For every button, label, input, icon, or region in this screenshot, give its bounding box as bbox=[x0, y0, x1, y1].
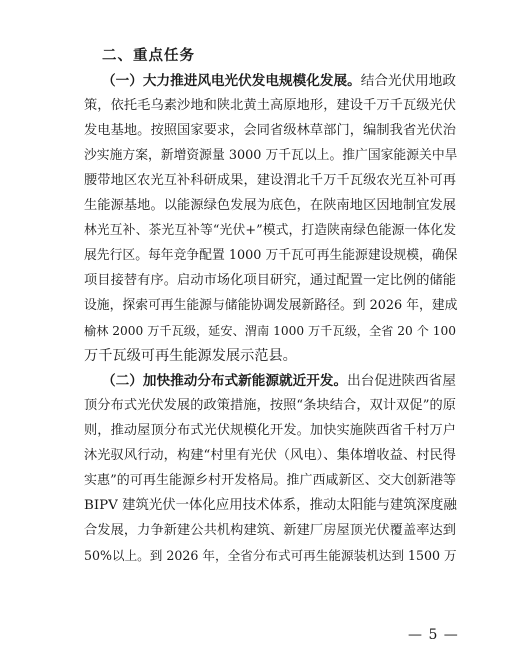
paragraph-1-line-5: 腰带地区农光互补科研成果，建设渭北千万千瓦级农光互补可再 bbox=[84, 173, 456, 188]
line-text: 出台促进陕西省屋 bbox=[347, 373, 457, 389]
paragraph-1-line-2: 策，依托毛乌素沙地和陕北黄土高原地形，建设千万千瓦级光伏 bbox=[84, 98, 456, 113]
paragraph-1-line-6: 生能源基地。以能源绿色发展为底色，在陕南地区因地制宜发展 bbox=[84, 198, 456, 213]
paragraph-1-line-4: 沙实施方案，新增资源量 3000 万千瓦以上。推广国家能源关中旱 bbox=[84, 148, 458, 163]
paragraph-2-line-3: 则，推动屋顶分布式光伏规模化开发。加快实施陕西省千村万户 bbox=[84, 423, 456, 438]
paragraph-2-line-4: 沐光驭风行动，构建“村里有光伏（风电）、集体增收益、村民得 bbox=[84, 448, 456, 463]
paragraph-2-line-8: 50%以上。到 2026 年，全省分布式可再生能源装机达到 1500 万 bbox=[84, 548, 457, 563]
subsection-heading-2: （二）加快推动分布式新能源就近开发。 bbox=[102, 373, 348, 389]
subsection-heading-1: （一）大力推进风电光伏发电规模化发展。 bbox=[102, 73, 361, 89]
paragraph-2-line-5: 实惠”的可再生能源乡村开发格局。推广西咸新区、交大创新港等 bbox=[84, 473, 456, 488]
page-number: — 5 — bbox=[408, 627, 459, 643]
paragraph-1-line-7: 林光互补、茶光互补等“光伏+”模式，打造陕南绿色能源一体化发 bbox=[84, 223, 456, 238]
line-text: 结合光伏用地政 bbox=[360, 73, 457, 89]
paragraph-1-line-1 bbox=[102, 72, 456, 90]
paragraph-2-line-6: BIPV 建筑光伏一体化应用技术体系，推动太阳能与建筑深度融 bbox=[84, 498, 457, 513]
paragraph-1-line-3: 发电基地。按照国家要求，会同省级林草部门，编制我省光伏治 bbox=[84, 123, 456, 138]
paragraph-1-line-11: 榆林 2000 万千瓦级，延安、渭南 1000 万千瓦级，全省 20 个 100 bbox=[84, 324, 456, 338]
section-heading: 二、重点任务 bbox=[102, 48, 195, 64]
paragraph-2-line-2: 顶分布式光伏发展的政策措施，按照“条块结合，双计双促”的原 bbox=[84, 398, 456, 413]
paragraph-1-line-10: 设施，探索可再生能源与储能协调发展新路径。到 2026 年，建成 bbox=[84, 298, 458, 313]
paragraph-2-line-7: 合发展，力争新建公共机构建筑、新建厂房屋顶光伏覆盖率达到 bbox=[84, 523, 456, 538]
paragraph-1-line-12: 万千瓦级可再生能源发展示范县。 bbox=[84, 348, 297, 364]
paragraph-1-line-9: 项目接替有序。启动市场化项目研究，通过配置一定比例的储能 bbox=[84, 273, 456, 288]
paragraph-2-line-1 bbox=[102, 372, 456, 390]
paragraph-1-line-8: 展先行区。每年竞争配置 1000 万千瓦可再生能源建设规模，确保 bbox=[84, 248, 458, 263]
